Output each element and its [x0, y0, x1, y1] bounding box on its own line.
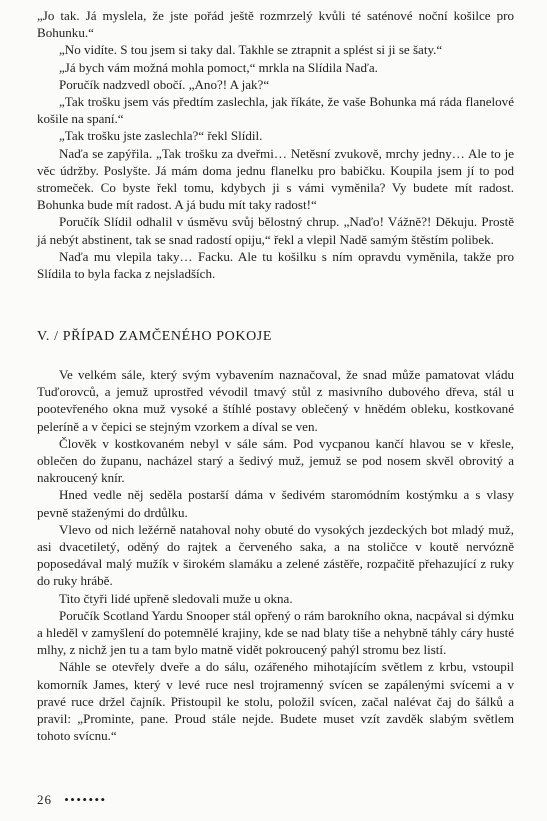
- paragraph: „No vidíte. S tou jsem si taky dal. Takhle se ztrapnit a splést si ji se šaty.“: [59, 42, 443, 58]
- chapter-heading: V. / PŘÍPAD ZAMČENÉHO POKOJE: [37, 329, 273, 344]
- paragraph: „Já bych vám možná mohla pomoct,“ mrkla na Slídila Naďa.: [59, 59, 378, 75]
- paragraph: Vlevo od nich ležérně natahoval nohy obuté do vysokých jezdeckých bot mladý muž, asi dvacetiletý, oděný do rajtek a červeného saka, a na stoličce v koutě nervózně poposedával malý mužík v širokém slamáku a zelené zástěře, rozpačitě přehazující z ruky do ruky hrábě.: [37, 521, 514, 589]
- paragraph: „Tak trošku jsem vás předtím zaslechla, jak říkáte, že vaše Bohunka má ráda flanelové košile na spaní.“: [37, 94, 514, 127]
- paragraph: Naďa mu vlepila taky… Facku. Ale tu košilku s ním opravdu vyměnila, takže pro Slídila to byla facka z nejsladších.: [37, 248, 514, 282]
- paragraph: Člověk v kostkovaném nebyl v sále sám. Pod vycpanou kančí hlavou se v křesle, oblečen do županu, nacházel starý a šedivý muž, jemuž se pod nosem skvěl obrovitý a nakroucený knír.: [37, 435, 514, 486]
- page-footer: [37, 792, 107, 808]
- paragraph: Poručík Slídil odhalil v úsměvu svůj bělostný chrup. „Naďo! Vážně?! Děkuju. Prostě já nebýt abstinent, tak se snad radostí opiju,“ řekl a vlepil Nadě samým štěstím polibek.: [37, 214, 514, 247]
- paragraph: Poručík nadzvedl obočí. „Ano?! A jak?“: [59, 76, 270, 92]
- paragraph: Poručík Scotland Yardu Snooper stál opřený o rám barokního okna, nacpával si dýmku a hleděl v zamyšlení do potemnělé krajiny, kde se nad blaty tiše a nehybně táhly cáry husté mlhy, z nichž jen tu a tam bylo matně vidět pokroucený pahýl stromu bez listí.: [37, 607, 514, 658]
- paragraph: Hned vedle něj seděla postarší dáma v šedivém staromódním kostýmku a s vlasy pevně staženými do drdůlku.: [37, 487, 514, 520]
- paragraph: Naďa se zapýřila. „Tak trošku za dveřmi… Netěsní zvukově, mrchy jedny… Ale to je věc údržby. Poslyšte. Já mám doma jednu flanelku pro babičku. Koupila jsem jí to pod stromeček. Co byste řekl tomu, kdybych ji s vámi vyměnila? Vy budete mít radost. Bohunka bude mít radost. A já budu mít taky radost!“: [37, 145, 514, 213]
- paragraph: „Jo tak. Já myslela, že jste pořád ještě rozmrzelý kvůli té saténové noční košilce pro Bohunku.“: [37, 8, 514, 41]
- paragraph: Ve velkém sále, který svým vybavením naznačoval, že snad může pamatovat vládu Tuďorovců, a jemuž uprostřed vévodil tmavý stůl z masivního dubového dřeva, stál u pootevřeného okna muž vysoké a štíhlé postavy oblečený v hnědém obleku, kostkované peleríně a v čepici se stejným vzorkem a díval se ven.: [37, 367, 514, 434]
- paragraph: Náhle se otevřely dveře a do sálu, ozářeného mihotajícím světlem z krbu, vstoupil komorník James, který v levé ruce nesl trojramenný svícen se zapálenými svícemi a v pravé ruce držel čajník. Přistoupil ke stolu, položil svícen, začal nalévat čaj do šálků a pravil: „Prominte, pane. Proud stále nejde. Budete muset vzít zavděk slabým světlem tohoto svícnu.“: [37, 659, 514, 744]
- paragraph: Tito čtyři lidé upřeně sledovali muže u okna.: [59, 590, 293, 606]
- ornament-dots: •••••••: [64, 792, 107, 807]
- section-1-text: [37, 7, 514, 282]
- paragraph: „Tak trošku jste zaslechla?“ řekl Slídil.: [59, 128, 263, 144]
- page-number: 26: [37, 792, 52, 807]
- section-2-text: [37, 366, 514, 744]
